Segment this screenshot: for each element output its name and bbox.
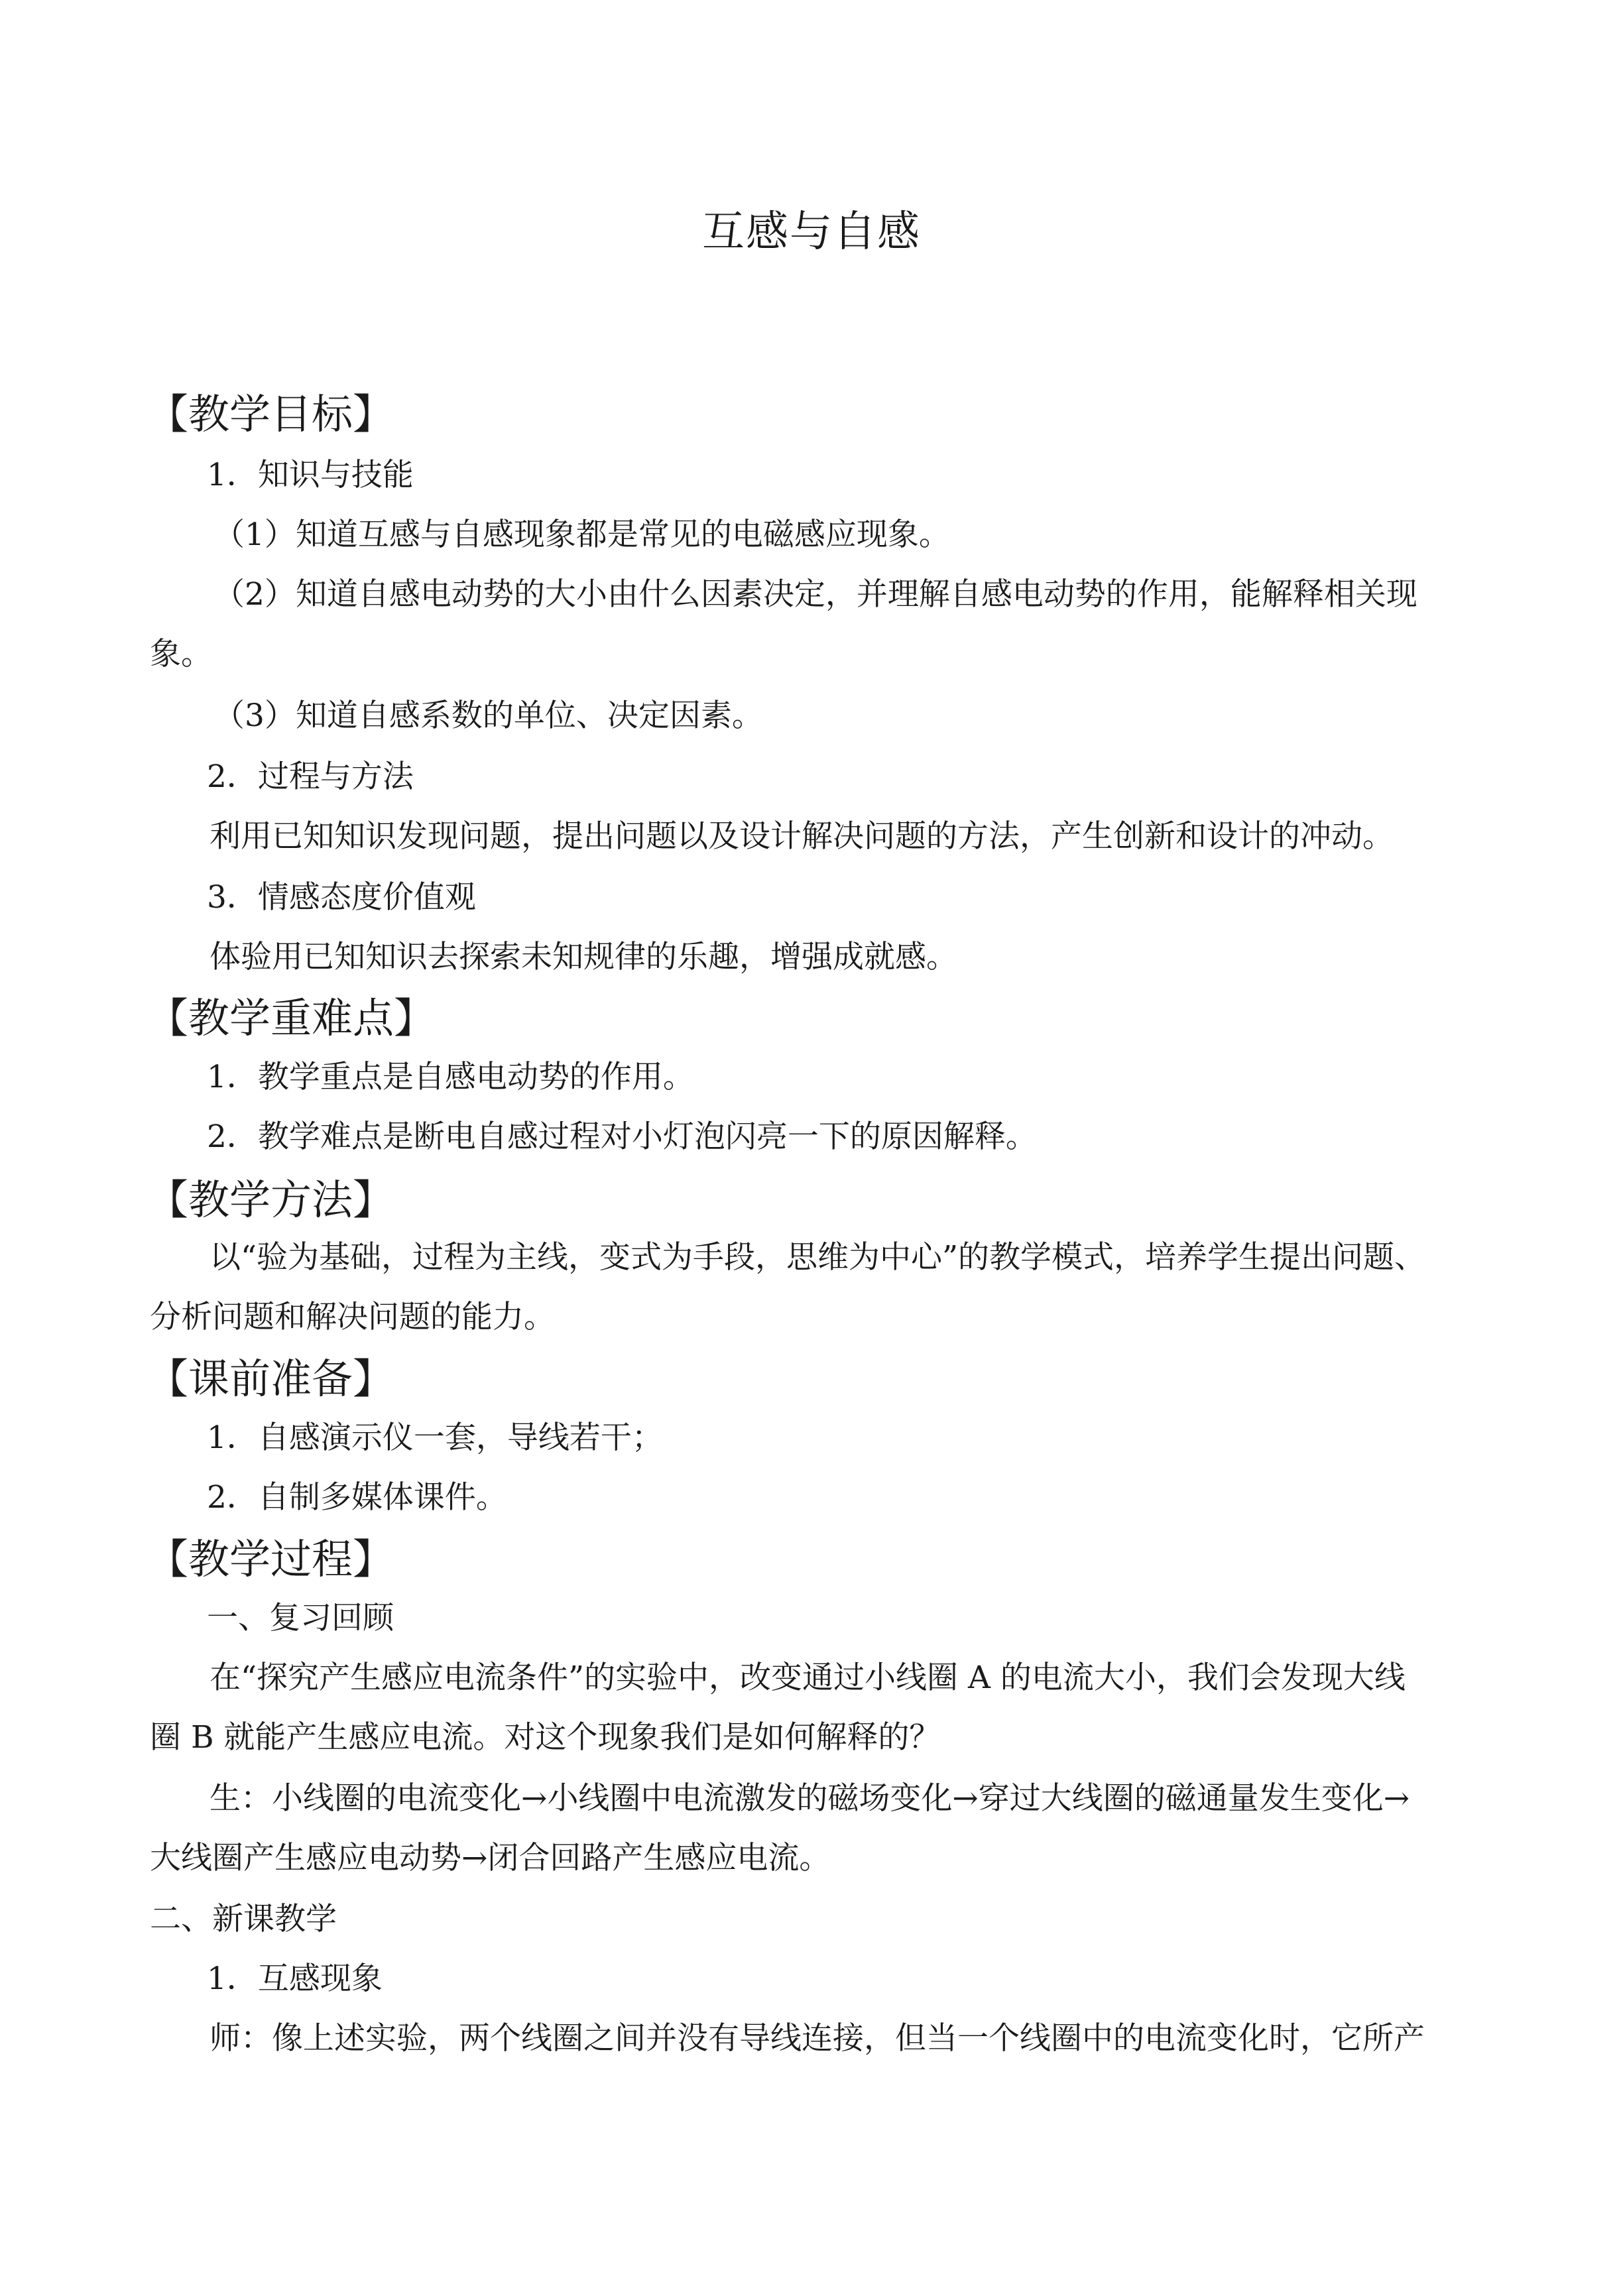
section-heading-key-points: 【教学重难点】 bbox=[147, 994, 436, 1042]
goal-item-3: （3）知道自感系数的单位、决定因素。 bbox=[213, 697, 763, 734]
subheading-emotion-values: 3．情感态度价值观 bbox=[207, 879, 476, 916]
goal-item-2-line-1: （2）知道自感电动势的大小由什么因素决定，并理解自感电动势的作用，能解释相关现 bbox=[213, 576, 1417, 613]
mutual-induction-heading: 1．互感现象 bbox=[207, 1961, 383, 1997]
section-heading-teaching-goals: 【教学目标】 bbox=[147, 390, 394, 438]
review-question-line-2: 圈 B 就能产生感应电流。对这个现象我们是如何解释的？ bbox=[150, 1719, 941, 1756]
section-heading-methods: 【教学方法】 bbox=[147, 1176, 394, 1224]
student-answer-line-2: 大线圈产生感应电动势→闭合回路产生感应电流。 bbox=[150, 1840, 831, 1876]
key-point-2: 2．教学难点是断电自感过程对小灯泡闪亮一下的原因解释。 bbox=[207, 1118, 1037, 1155]
subheading-process-methods: 2．过程与方法 bbox=[207, 758, 414, 795]
methods-text-line-2: 分析问题和解决问题的能力。 bbox=[150, 1299, 555, 1335]
teacher-text-line-1: 师：像上述实验，两个线圈之间并没有导线连接，但当一个线圈中的电流变化时，它所产 bbox=[210, 2020, 1425, 2057]
review-heading: 一、复习回顾 bbox=[207, 1600, 394, 1636]
review-question-line-1: 在“探究产生感应电流条件”的实验中，改变通过小线圈 A 的电流大小，我们会发现大线 bbox=[210, 1660, 1406, 1696]
emotion-values-text: 体验用已知知识去探索未知规律的乐趣，增强成就感。 bbox=[210, 939, 957, 975]
goal-item-1: （1）知道互感与自感现象都是常见的电磁感应现象。 bbox=[213, 516, 950, 553]
key-point-1: 1．教学重点是自感电动势的作用。 bbox=[207, 1059, 694, 1095]
document-title: 互感与自感 bbox=[702, 208, 921, 257]
student-answer-line-1: 生：小线圈的电流变化→小线圈中电流激发的磁场变化→穿过大线圈的磁通量发生变化→ bbox=[210, 1780, 1410, 1817]
preparation-item-2: 2．自制多媒体课件。 bbox=[207, 1479, 507, 1516]
subheading-knowledge-skills: 1．知识与技能 bbox=[207, 457, 414, 493]
section-heading-preparation: 【课前准备】 bbox=[147, 1355, 394, 1403]
section-heading-teaching-process: 【教学过程】 bbox=[147, 1535, 394, 1583]
preparation-item-1: 1．自感演示仪一套，导线若干； bbox=[207, 1420, 663, 1456]
methods-text-line-1: 以“验为基础，过程为主线，变式为手段，思维为中心”的教学模式，培养学生提出问题、 bbox=[210, 1239, 1426, 1276]
new-lesson-heading: 二、新课教学 bbox=[150, 1901, 337, 1937]
goal-item-2-line-2: 象。 bbox=[150, 636, 212, 672]
process-methods-text: 利用已知知识发现问题，提出问题以及设计解决问题的方法，产生创新和设计的冲动。 bbox=[210, 818, 1394, 855]
